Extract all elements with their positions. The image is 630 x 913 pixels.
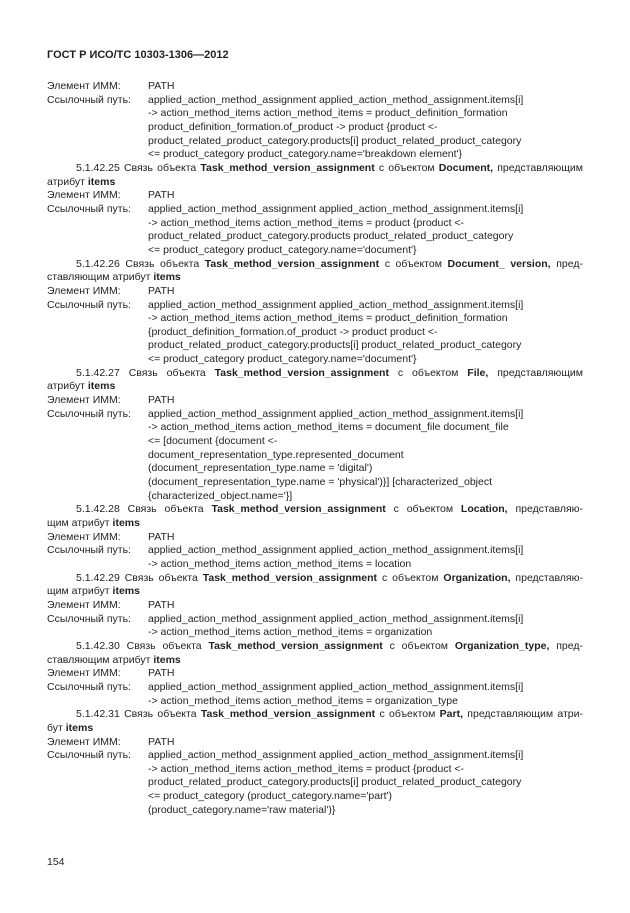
heading-text: пред- xyxy=(556,639,583,652)
reference-path-line: <= product_category product_category.name='document'} xyxy=(148,243,417,256)
reference-path-line: (document_representation_type.name = 'physical')}] [characterized_object xyxy=(148,476,492,489)
heading-text: щим атрибут xyxy=(47,585,110,598)
reference-path-line: applied_action_method_assignment applied_action_method_assignment.items[i] xyxy=(148,544,524,557)
heading-text: Связь объекта xyxy=(126,639,202,652)
section-5-1-42-28 xyxy=(47,503,583,571)
section-number: 5.1.42.30 xyxy=(76,639,120,652)
target-entity: Organization_type, xyxy=(454,639,550,652)
heading-text: Связь объекта xyxy=(124,708,197,721)
heading-text: представляющим xyxy=(497,161,584,174)
reference-path-label: Ссылочный путь: xyxy=(47,612,131,625)
target-entity: Organization, xyxy=(443,571,511,584)
section-heading-cont xyxy=(47,176,583,190)
reference-path-label: Ссылочный путь: xyxy=(47,202,131,215)
section-number: 5.1.42.29 xyxy=(76,571,120,584)
attribute-name: items xyxy=(65,721,94,734)
reference-path-line: document_representation_type.represented_document xyxy=(148,448,404,461)
reference-path-line: {product_definition_formation.of_product -> product product <- xyxy=(148,325,438,338)
reference-path-label: Ссылочный путь: xyxy=(47,298,131,311)
section-number: 5.1.42.25 xyxy=(76,161,120,174)
reference-path-label: Ссылочный путь: xyxy=(47,93,131,106)
imm-element-row xyxy=(47,394,583,408)
reference-path-line: -> action_method_items action_method_items = location xyxy=(148,557,412,570)
heading-text: с объектом xyxy=(393,503,454,516)
imm-element-value: PATH xyxy=(148,189,175,202)
imm-element-label: Элемент ИММ: xyxy=(47,394,121,407)
reference-path-line: product_related_product_category.products[i] product_related_product_category xyxy=(148,339,522,352)
document-body xyxy=(47,80,583,817)
imm-element-row xyxy=(47,189,583,203)
section-5-1-42-29 xyxy=(47,572,583,640)
attribute-name: items xyxy=(87,175,116,188)
heading-text: Связь объекта xyxy=(124,571,198,584)
reference-path-row xyxy=(47,203,583,217)
reference-path-line: -> action_method_items action_method_items = product {product <- xyxy=(148,762,465,775)
target-entity: Part, xyxy=(439,708,463,721)
section-heading xyxy=(47,258,583,272)
imm-element-row xyxy=(47,736,583,750)
source-entity: Task_method_version_assignment xyxy=(200,708,376,721)
reference-path-line: -> action_method_items action_method_items = organization_type xyxy=(148,694,458,707)
reference-path-line: -> action_method_items action_method_items = organization xyxy=(148,626,433,639)
imm-element-value: PATH xyxy=(148,735,175,748)
reference-path-line: applied_action_method_assignment applied_action_method_assignment.items[i] xyxy=(148,749,524,762)
reference-path-line: -> action_method_items action_method_items = product {product <- xyxy=(148,216,465,229)
section-number: 5.1.42.28 xyxy=(76,503,120,516)
heading-text: с объектом xyxy=(379,708,436,721)
reference-path-label: Ссылочный путь: xyxy=(47,749,131,762)
imm-element-value: PATH xyxy=(148,80,175,92)
imm-element-row xyxy=(47,667,583,681)
heading-text: представляю- xyxy=(515,503,584,516)
section-heading-cont xyxy=(47,654,583,668)
attribute-name: items xyxy=(153,271,181,284)
reference-path-row xyxy=(47,681,583,695)
section-heading-cont xyxy=(47,271,583,285)
reference-path-row xyxy=(47,299,583,313)
imm-element-row xyxy=(47,80,583,94)
attribute-name: items xyxy=(153,653,181,666)
reference-path-line: <= [document {document <- xyxy=(148,435,278,448)
source-entity: Task_method_version_assignment xyxy=(208,639,383,652)
reference-path-label: Ссылочный путь: xyxy=(47,544,131,557)
imm-element-label: Элемент ИММ: xyxy=(47,667,121,680)
section-number: 5.1.42.27 xyxy=(76,366,120,379)
heading-text: Связь объекта xyxy=(123,161,197,174)
source-entity: Task_method_version_assignment xyxy=(211,503,386,516)
reference-path-line: applied_action_method_assignment applied_action_method_assignment.items[i] xyxy=(148,407,524,420)
reference-path-row xyxy=(47,613,583,627)
source-entity: Task_method_version_assignment xyxy=(200,161,375,174)
imm-element-value: PATH xyxy=(148,530,175,543)
reference-path-line: -> action_method_items action_method_items = document_file document_file xyxy=(148,421,509,434)
imm-element-value: PATH xyxy=(148,667,175,680)
reference-path-line: (product_category.name='raw material')} xyxy=(148,803,336,816)
reference-path-line: -> action_method_items action_method_items = product_definition_formation xyxy=(148,107,508,120)
heading-text: пред- xyxy=(556,257,583,270)
reference-path-label: Ссылочный путь: xyxy=(47,680,131,693)
section-heading xyxy=(47,503,583,517)
attribute-name: items xyxy=(112,585,140,598)
attribute-name: items xyxy=(112,517,140,529)
heading-text: Связь объекта xyxy=(128,366,206,379)
heading-text: атрибут xyxy=(47,380,85,393)
section-number: 5.1.42.31 xyxy=(76,708,120,721)
section-heading-cont xyxy=(47,517,583,531)
reference-path-line: {characterized_object.name='}] xyxy=(148,489,293,502)
section-heading xyxy=(47,640,583,654)
imm-element-row xyxy=(47,285,583,299)
section-heading-cont xyxy=(47,722,583,736)
heading-text: с объектом xyxy=(389,639,449,652)
reference-path-line: applied_action_method_assignment applied_action_method_assignment.items[i] xyxy=(148,612,524,625)
reference-path-line: <= product_category product_category.name='breakdown element'} xyxy=(148,148,463,161)
reference-path-line: -> action_method_items action_method_items = product_definition_formation xyxy=(148,312,508,325)
section-heading xyxy=(47,162,583,176)
reference-path-line: <= product_category product_category.name='document'} xyxy=(148,353,417,366)
target-entity: Document_ version, xyxy=(447,257,551,270)
page-number: 154 xyxy=(47,856,65,868)
imm-element-value: PATH xyxy=(148,394,175,407)
section-heading xyxy=(47,572,583,586)
heading-text: представляющим xyxy=(497,366,584,379)
section-5-1-42-26 xyxy=(47,258,583,367)
heading-text: атрибут xyxy=(47,175,85,188)
heading-text: ставляющим атрибут xyxy=(47,653,151,666)
imm-element-row xyxy=(47,531,583,545)
heading-text: с объектом xyxy=(381,571,439,584)
heading-text: с объектом xyxy=(378,161,435,174)
imm-element-label: Элемент ИММ: xyxy=(47,80,121,92)
section-heading xyxy=(47,708,583,722)
reference-path-row xyxy=(47,544,583,558)
reference-path-row xyxy=(47,749,583,763)
heading-text: представляю- xyxy=(515,571,583,584)
imm-element-row xyxy=(47,599,583,613)
heading-text: ставляющим атрибут xyxy=(47,271,151,284)
heading-text: представляющим атри- xyxy=(467,708,583,721)
source-entity: Task_method_version_assignment xyxy=(214,366,389,379)
document-header: ГОСТ Р ИСО/ТС 10303-1306—2012 xyxy=(47,49,229,61)
attribute-name: items xyxy=(87,380,116,393)
section-5-1-42-31 xyxy=(47,708,583,817)
reference-path-line: product_related_product_category.products[i] product_related_product_category xyxy=(148,134,522,147)
reference-path-line: <= product_category (product_category.name='part') xyxy=(148,790,392,803)
imm-element-value: PATH xyxy=(148,284,175,297)
reference-path-line: applied_action_method_assignment applied_action_method_assignment.items[i] xyxy=(148,680,524,693)
target-entity: Location, xyxy=(460,503,508,516)
section-5-1-42-25 xyxy=(47,162,583,258)
reference-path-line: product_definition_formation.of_product -> product {product <- xyxy=(148,120,438,133)
reference-path-row xyxy=(47,94,583,108)
reference-path-line: product_related_product_category.products[i] product_related_product_category xyxy=(148,776,522,789)
heading-text: щим атрибут xyxy=(47,517,110,529)
imm-element-label: Элемент ИММ: xyxy=(47,189,121,202)
heading-text: Связь объекта xyxy=(125,257,200,270)
heading-text: с объектом xyxy=(384,257,442,270)
reference-path-line: applied_action_method_assignment applied_action_method_assignment.items[i] xyxy=(148,93,524,106)
reference-path-line: (document_representation_type.name = 'digital') xyxy=(148,462,373,475)
reference-path-row xyxy=(47,408,583,422)
heading-text: Связь объекта xyxy=(127,503,204,516)
reference-path-label: Ссылочный путь: xyxy=(47,407,131,420)
section-heading-cont xyxy=(47,380,583,394)
imm-element-label: Элемент ИММ: xyxy=(47,530,121,543)
target-entity: Document, xyxy=(438,161,494,174)
section-heading-cont xyxy=(47,585,583,599)
section-number: 5.1.42.26 xyxy=(76,257,120,270)
intro-mapping xyxy=(47,80,583,162)
imm-element-label: Элемент ИММ: xyxy=(47,284,121,297)
reference-path-line: applied_action_method_assignment applied_action_method_assignment.items[i] xyxy=(148,298,524,311)
section-5-1-42-30 xyxy=(47,640,583,708)
source-entity: Task_method_version_assignment xyxy=(202,571,378,584)
section-heading xyxy=(47,367,583,381)
reference-path-line: product_related_product_category.products product_related_product_category xyxy=(148,230,514,243)
target-entity: File, xyxy=(467,366,489,379)
imm-element-label: Элемент ИММ: xyxy=(47,735,121,748)
heading-text: с объектом xyxy=(397,366,459,379)
reference-path-line: applied_action_method_assignment applied_action_method_assignment.items[i] xyxy=(148,202,524,215)
section-5-1-42-27 xyxy=(47,367,583,504)
source-entity: Task_method_version_assignment xyxy=(204,257,380,270)
imm-element-value: PATH xyxy=(148,598,175,611)
heading-text: бут xyxy=(47,721,63,734)
imm-element-label: Элемент ИММ: xyxy=(47,598,121,611)
